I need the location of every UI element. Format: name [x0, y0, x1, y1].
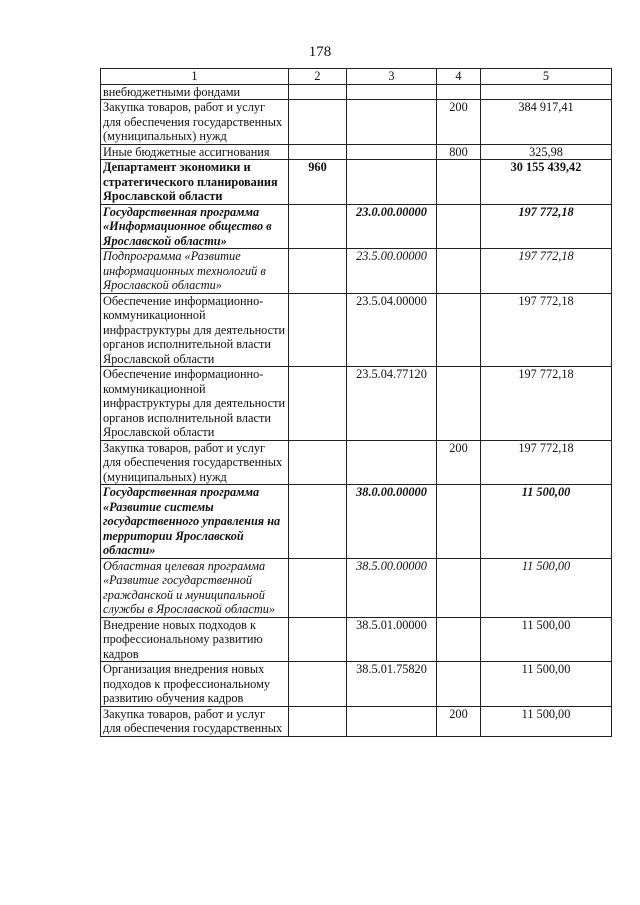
row-expense-type: [437, 249, 481, 294]
row-expense-type: [437, 204, 481, 249]
row-target-code: [347, 440, 437, 485]
table-row: [101, 204, 612, 249]
row-name: Областная целевая программа «Развитие государственной гражданской и муниципальной службы в Ярославской области»: [101, 558, 289, 617]
table-row: [101, 662, 612, 707]
row-dept-code: [289, 706, 347, 736]
row-expense-type: 200: [437, 100, 481, 145]
row-name: Закупка товаров, работ и услуг для обеспечения государственных (муниципальных) нужд: [101, 440, 289, 485]
row-name: Внедрение новых подходов к профессиональному развитию кадров: [101, 617, 289, 662]
row-dept-code: [289, 84, 347, 100]
row-target-code: 23.0.00.00000: [347, 204, 437, 249]
row-name: Обеспечение информационно-коммуникационной инфраструктуры для деятельности органов исполнительной власти Ярославской области: [101, 293, 289, 367]
row-target-code: [347, 160, 437, 205]
header-cell-2: 2: [289, 69, 347, 85]
row-amount: 197 772,18: [481, 367, 612, 441]
row-name: Закупка товаров, работ и услуг для обеспечения государственных: [101, 706, 289, 736]
table-row: [101, 706, 612, 736]
row-expense-type: [437, 293, 481, 367]
row-expense-type: [437, 617, 481, 662]
table-row: [101, 293, 612, 367]
header-cell-4: 4: [437, 69, 481, 85]
row-target-code: 38.0.00.00000: [347, 485, 437, 559]
row-expense-type: [437, 558, 481, 617]
row-amount: 11 500,00: [481, 485, 612, 559]
table-row: [101, 100, 612, 145]
row-expense-type: 200: [437, 440, 481, 485]
row-target-code: 38.5.01.75820: [347, 662, 437, 707]
row-target-code: [347, 84, 437, 100]
row-dept-code: [289, 558, 347, 617]
row-dept-code: [289, 662, 347, 707]
table-row: [101, 144, 612, 160]
row-name: внебюджетными фондами: [101, 84, 289, 100]
header-cell-3: 3: [347, 69, 437, 85]
row-dept-code: [289, 367, 347, 441]
row-amount: 325,98: [481, 144, 612, 160]
row-name: Государственная программа «Информационное общество в Ярославской области»: [101, 204, 289, 249]
row-amount: 197 772,18: [481, 204, 612, 249]
table-row: [101, 558, 612, 617]
table-header-row: [101, 69, 612, 85]
row-target-code: [347, 706, 437, 736]
row-dept-code: [289, 204, 347, 249]
row-expense-type: [437, 662, 481, 707]
row-dept-code: [289, 249, 347, 294]
row-dept-code: [289, 440, 347, 485]
row-amount: 30 155 439,42: [481, 160, 612, 205]
row-expense-type: [437, 367, 481, 441]
row-name: Департамент экономики и стратегического планирования Ярославской области: [101, 160, 289, 205]
row-expense-type: [437, 84, 481, 100]
row-name: Государственная программа «Развитие системы государственного управления на территории Ярославской области»: [101, 485, 289, 559]
row-dept-code: [289, 617, 347, 662]
row-name: Иные бюджетные ассигнования: [101, 144, 289, 160]
table-row: [101, 617, 612, 662]
row-name: Закупка товаров, работ и услуг для обеспечения государственных (муниципальных) нужд: [101, 100, 289, 145]
row-amount: 197 772,18: [481, 249, 612, 294]
row-target-code: 38.5.00.00000: [347, 558, 437, 617]
budget-table: [100, 68, 612, 737]
row-target-code: [347, 100, 437, 145]
row-dept-code: [289, 293, 347, 367]
row-amount: 11 500,00: [481, 662, 612, 707]
row-amount: 11 500,00: [481, 617, 612, 662]
table-row: [101, 367, 612, 441]
row-target-code: 38.5.01.00000: [347, 617, 437, 662]
row-dept-code: [289, 485, 347, 559]
row-target-code: 23.5.04.00000: [347, 293, 437, 367]
row-expense-type: [437, 485, 481, 559]
table-row: [101, 249, 612, 294]
table-row: [101, 440, 612, 485]
row-expense-type: 800: [437, 144, 481, 160]
header-cell-1: 1: [101, 69, 289, 85]
header-cell-5: 5: [481, 69, 612, 85]
row-target-code: 23.5.00.00000: [347, 249, 437, 294]
row-target-code: 23.5.04.77120: [347, 367, 437, 441]
table-row: [101, 160, 612, 205]
row-name: Организация внедрения новых подходов к профессиональному развитию обучения кадров: [101, 662, 289, 707]
row-amount: 197 772,18: [481, 440, 612, 485]
row-amount: [481, 84, 612, 100]
table-row: [101, 485, 612, 559]
page-number: 178: [308, 44, 332, 60]
table-row: [101, 84, 612, 100]
row-dept-code: [289, 100, 347, 145]
row-dept-code: 960: [289, 160, 347, 205]
row-dept-code: [289, 144, 347, 160]
row-target-code: [347, 144, 437, 160]
row-amount: 11 500,00: [481, 706, 612, 736]
row-amount: 384 917,41: [481, 100, 612, 145]
row-amount: 197 772,18: [481, 293, 612, 367]
row-name: Подпрограмма «Развитие информационных технологий в Ярославской области»: [101, 249, 289, 294]
row-expense-type: 200: [437, 706, 481, 736]
row-name: Обеспечение информационно-коммуникационной инфраструктуры для деятельности органов исполнительной власти Ярославской области: [101, 367, 289, 441]
row-expense-type: [437, 160, 481, 205]
row-amount: 11 500,00: [481, 558, 612, 617]
